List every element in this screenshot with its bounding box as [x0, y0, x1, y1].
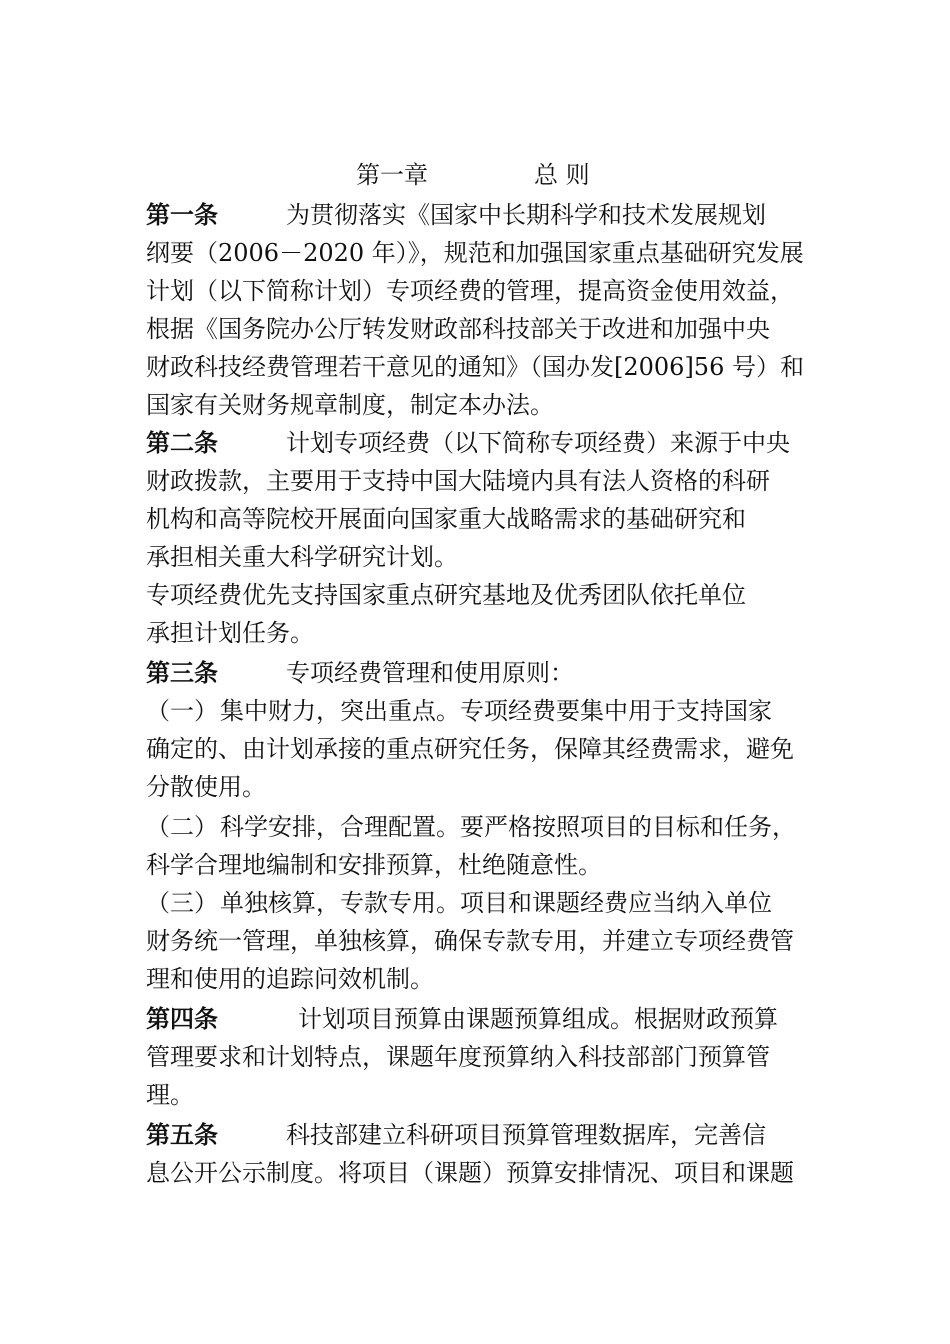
article-5-line-2: 息公开公示制度。将项目（课题）预算安排情况、项目和课题: [146, 1159, 794, 1187]
item-text: 集中财力，突出重点。专项经费要集中用于支持国家: [220, 697, 772, 725]
article-3-line-1: [146, 656, 574, 690]
article-2-line-2: 财政拨款，主要用于支持中国大陆境内具有法人资格的科研: [146, 467, 770, 495]
article-label: 第五条: [146, 1121, 218, 1149]
item-label: （一）: [146, 697, 218, 725]
item-1-line-2: 确定的、由计划承接的重点研究任务，保障其经费需求，避免: [146, 735, 794, 763]
article-1-line-2: 纲要（2006－2020 年）》，规范和加强国家重点基础研究发展: [146, 239, 804, 267]
article-1-line-5: 财政科技经费管理若干意见的通知》（国办发[2006]56 号）和: [146, 353, 804, 381]
chapter-title: 总 则: [534, 161, 590, 189]
item-3-line-1: [146, 886, 772, 920]
item-1-line-3: 分散使用。: [146, 773, 266, 801]
item-text: 科学安排，合理配置。要严格按照项目的目标和任务，: [220, 813, 796, 841]
item-3-line-2: 财务统一管理，单独核算，确保专款专用，并建立专项经费管: [146, 927, 794, 955]
article-2-line-4: 承担相关重大科学研究计划。: [146, 543, 458, 571]
article-4-line-3: 理。: [146, 1081, 194, 1109]
article-text: 科技部建立科研项目预算管理数据库，完善信: [286, 1121, 766, 1149]
article-text: 专项经费管理和使用原则：: [286, 659, 574, 687]
article-4-line-1: [146, 1002, 778, 1036]
article-label: 第四条: [146, 1005, 218, 1033]
item-3-line-3: 理和使用的追踪问效机制。: [146, 965, 434, 993]
chapter-number: 第一章: [356, 161, 428, 189]
article-label: 第二条: [146, 429, 218, 457]
article-text: 为贯彻落实《国家中长期科学和技术发展规划: [286, 201, 766, 229]
article-1-line-3: 计划（以下简称计划）专项经费的管理，提高资金使用效益，: [146, 277, 794, 305]
article-label: 第三条: [146, 659, 218, 687]
item-1-line-1: [146, 694, 772, 728]
article-2-line-1: [146, 426, 790, 460]
article-text: 计划专项经费（以下简称专项经费）来源于中央: [286, 429, 790, 457]
article-4-line-2: 管理要求和计划特点，课题年度预算纳入科技部部门预算管: [146, 1043, 770, 1071]
item-label: （三）: [146, 889, 218, 917]
article-2-line-6: 承担计划任务。: [146, 619, 314, 647]
item-2-line-1: [146, 810, 796, 844]
article-1-line-6: 国家有关财务规章制度，制定本办法。: [146, 391, 554, 419]
article-label: 第一条: [146, 201, 218, 229]
item-label: （二）: [146, 813, 218, 841]
item-text: 单独核算，专款专用。项目和课题经费应当纳入单位: [220, 889, 772, 917]
article-text: 计划项目预算由课题预算组成。根据财政预算: [298, 1005, 778, 1033]
article-2-line-3: 机构和高等院校开展面向国家重大战略需求的基础研究和: [146, 505, 746, 533]
item-2-line-2: 科学合理地编制和安排预算，杜绝随意性。: [146, 851, 602, 879]
article-2-line-5: 专项经费优先支持国家重点研究基地及优秀团队依托单位: [146, 581, 746, 609]
article-1-line-4: 根据《国务院办公厅转发财政部科技部关于改进和加强中央: [146, 315, 770, 343]
article-5-line-1: [146, 1118, 766, 1152]
article-1-line-1: [146, 198, 766, 232]
